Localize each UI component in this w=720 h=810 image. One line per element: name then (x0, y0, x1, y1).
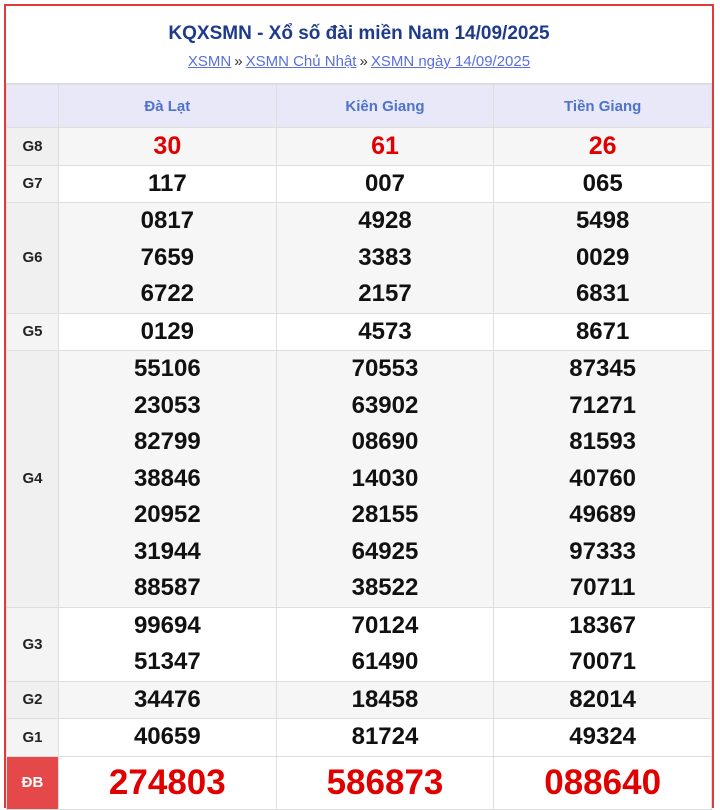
prize-number[interactable]: 38522 (351, 574, 419, 601)
results-table (6, 84, 712, 810)
prize-number[interactable]: 4573 (358, 317, 412, 345)
prize-number[interactable]: 61490 (351, 648, 419, 675)
prize-number[interactable]: 0817 (140, 207, 195, 234)
prize-row-g3 (7, 607, 712, 681)
prize-number[interactable]: 87345 (569, 355, 637, 382)
prize-number[interactable]: 4928 (358, 207, 412, 234)
prize-number[interactable]: 88587 (133, 574, 201, 601)
special-prize-row (7, 756, 712, 809)
prize-cell (494, 313, 712, 351)
prize-number[interactable]: 5498 (575, 207, 630, 234)
prize-number[interactable]: 71271 (569, 391, 637, 419)
prize-number[interactable]: 28155 (351, 501, 419, 528)
special-prize-number[interactable]: 586873 (326, 762, 444, 802)
results-panel (4, 4, 714, 808)
prize-number[interactable]: 49324 (569, 723, 637, 750)
prize-row-g6 (7, 203, 712, 314)
breadcrumb-link-xsmn-date[interactable]: XSMN ngày 14/09/2025 (370, 53, 531, 70)
prize-number[interactable]: 40760 (569, 464, 637, 492)
prize-cell (276, 313, 494, 351)
prize-number[interactable]: 30 (153, 132, 182, 160)
breadcrumb-link-xsmn[interactable]: XSMN (187, 53, 232, 70)
prize-cell (59, 607, 277, 681)
prize-cell (276, 351, 494, 608)
prize-number[interactable]: 7659 (140, 243, 195, 271)
prize-cell (59, 351, 277, 608)
prize-number[interactable]: 82799 (133, 428, 201, 455)
prize-cell (59, 313, 277, 351)
prize-number[interactable]: 8671 (575, 317, 630, 345)
prize-number[interactable]: 26 (588, 132, 617, 160)
prize-number[interactable]: 20952 (133, 501, 201, 528)
prize-number[interactable]: 70124 (351, 611, 419, 639)
prize-number[interactable]: 55106 (133, 355, 201, 382)
prize-number[interactable]: 38846 (133, 464, 201, 492)
prize-label: G5 (7, 313, 59, 351)
prize-number[interactable]: 6722 (140, 280, 195, 307)
prize-cell (276, 203, 494, 314)
prize-row-g8 (7, 128, 712, 166)
prize-number[interactable]: 31944 (133, 537, 201, 565)
prize-cell (494, 351, 712, 608)
prize-number[interactable]: 61 (371, 132, 399, 160)
prize-number[interactable]: 51347 (133, 648, 201, 675)
prize-number[interactable]: 6831 (575, 280, 630, 307)
prize-number[interactable]: 065 (582, 169, 623, 197)
prize-number[interactable]: 14030 (351, 464, 419, 492)
prize-cell (276, 681, 494, 719)
prize-cell (59, 719, 277, 757)
prize-number[interactable]: 99694 (133, 611, 201, 639)
province-header-row (7, 85, 712, 128)
prize-number[interactable]: 08690 (351, 428, 419, 455)
prize-number[interactable]: 18458 (351, 685, 419, 713)
prize-number[interactable]: 117 (147, 169, 187, 197)
prize-cell (59, 756, 277, 809)
prize-cell (276, 165, 494, 203)
breadcrumb-separator: » (234, 53, 243, 70)
prize-cell (494, 203, 712, 314)
prize-cell (494, 165, 712, 203)
prize-number[interactable]: 63902 (351, 391, 419, 419)
prize-cell (59, 128, 277, 166)
prize-row-g2 (7, 681, 712, 719)
prize-label: G8 (7, 128, 59, 166)
prize-cell (494, 756, 712, 809)
prize-cell (276, 719, 494, 757)
breadcrumb (6, 52, 712, 72)
prize-cell (59, 165, 277, 203)
prize-cell (494, 719, 712, 757)
prize-number[interactable]: 23053 (133, 391, 201, 419)
prize-label: G1 (7, 719, 59, 757)
prize-number[interactable]: 70071 (569, 648, 637, 675)
province-header[interactable]: Kiên Giang (276, 85, 494, 128)
breadcrumb-link-xsmn-chu-nhat[interactable]: XSMN Chủ Nhật (245, 53, 357, 70)
prize-number[interactable]: 81724 (351, 723, 419, 750)
prize-cell (59, 203, 277, 314)
prize-cell (59, 681, 277, 719)
prize-row-g4 (7, 351, 712, 608)
prize-number[interactable]: 97333 (569, 537, 637, 565)
prize-label: G2 (7, 681, 59, 719)
prize-number[interactable]: 82014 (569, 685, 637, 713)
prize-label: ĐB (7, 756, 59, 809)
province-header[interactable]: Đà Lạt (59, 85, 277, 128)
results-header (6, 6, 712, 84)
special-prize-number[interactable]: 274803 (108, 762, 226, 802)
prize-label: G7 (7, 165, 59, 203)
prize-label: G6 (7, 203, 59, 314)
prize-row-g1 (7, 719, 712, 757)
prize-label: G4 (7, 351, 59, 608)
page-title: KQXSMN - Xổ số đài miền Nam 14/09/2025 (168, 23, 550, 44)
prize-number[interactable]: 64925 (351, 537, 419, 565)
corner-cell (7, 85, 59, 128)
prize-number[interactable]: 0129 (140, 317, 195, 345)
prize-cell (494, 607, 712, 681)
province-header[interactable]: Tiền Giang (494, 85, 712, 128)
prize-cell (494, 128, 712, 166)
prize-number[interactable]: 2157 (358, 280, 412, 307)
prize-number[interactable]: 70553 (351, 355, 419, 382)
prize-cell (276, 607, 494, 681)
prize-number[interactable]: 40659 (133, 723, 201, 750)
prize-number[interactable]: 3383 (358, 243, 412, 271)
breadcrumb-separator: » (359, 53, 368, 70)
prize-row-g7 (7, 165, 712, 203)
prize-number[interactable]: 18367 (569, 611, 637, 639)
prize-label: G3 (7, 607, 59, 681)
prize-number[interactable]: 49689 (569, 501, 637, 528)
prize-number[interactable]: 34476 (133, 685, 201, 713)
prize-cell (494, 681, 712, 719)
prize-number[interactable]: 81593 (569, 428, 637, 455)
prize-number[interactable]: 007 (364, 169, 405, 197)
prize-cell (276, 756, 494, 809)
special-prize-number[interactable]: 088640 (544, 762, 662, 802)
prize-number[interactable]: 0029 (575, 243, 630, 271)
prize-row-g5 (7, 313, 712, 351)
prize-cell (276, 128, 494, 166)
prize-number[interactable]: 70711 (569, 574, 636, 601)
